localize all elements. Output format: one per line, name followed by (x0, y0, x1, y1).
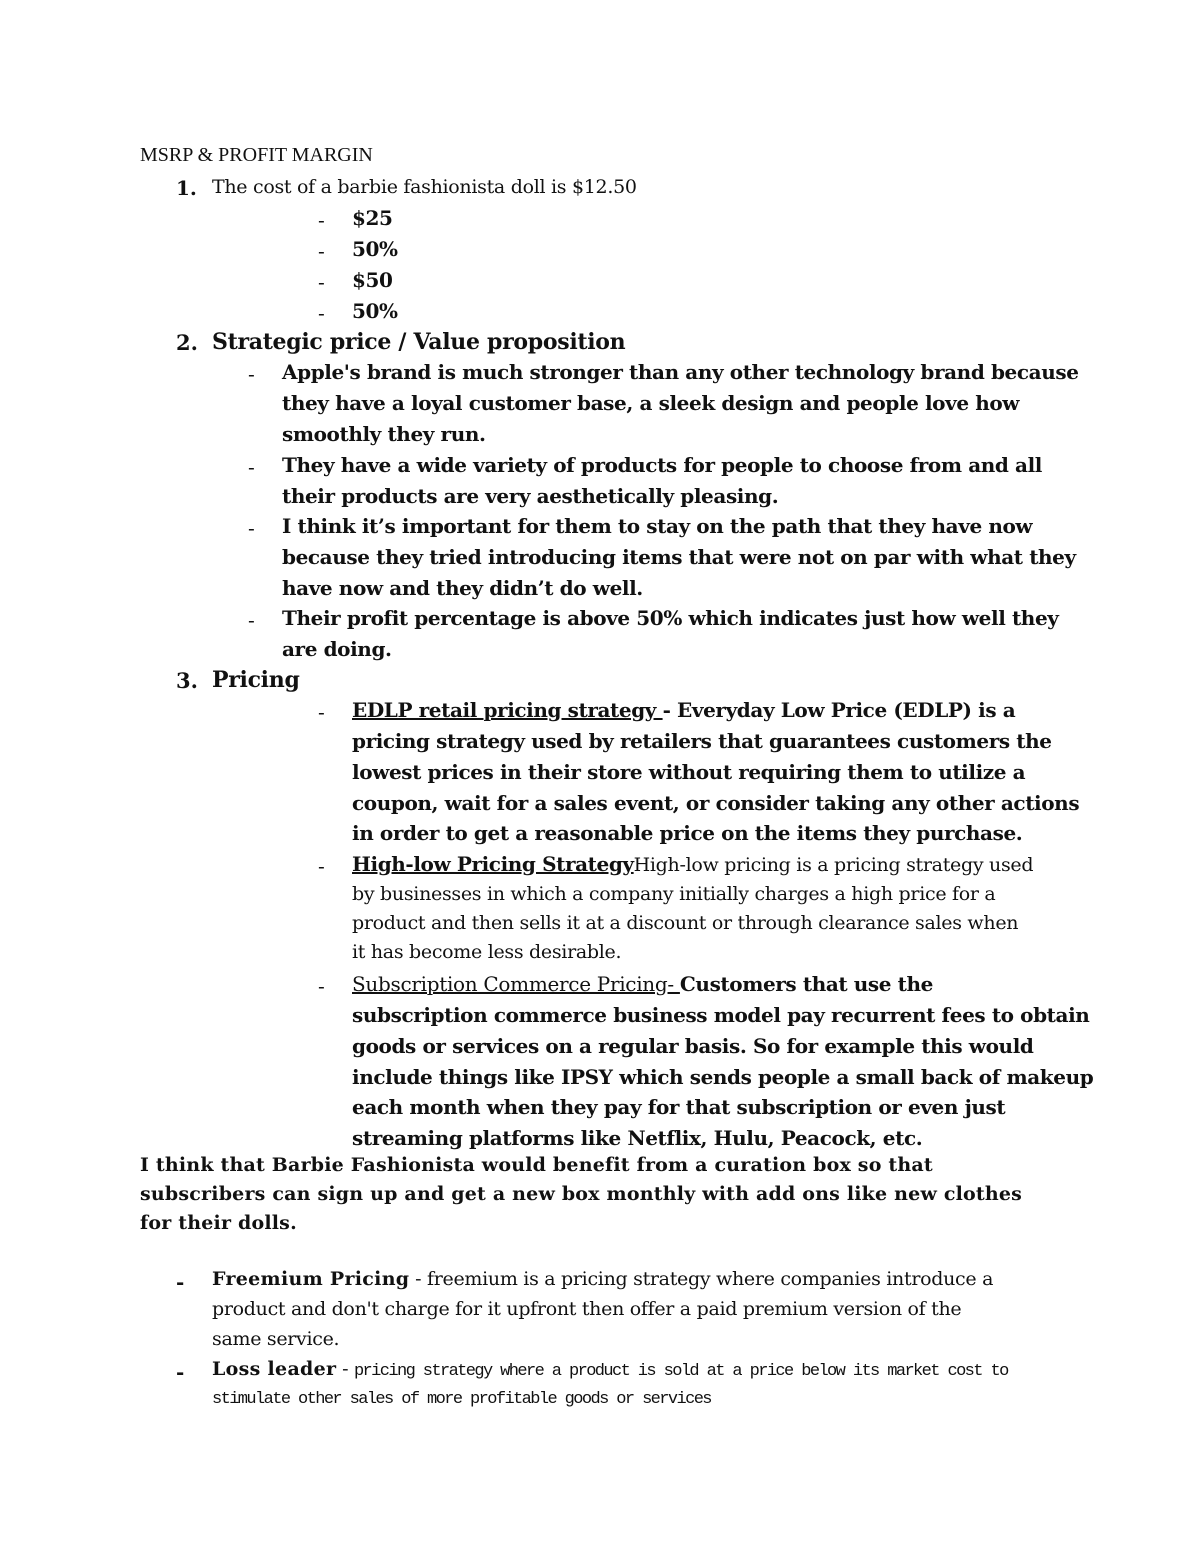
bullet-dash: - (318, 270, 325, 294)
subscription-line: each month when they pay for that subscription or even just (352, 1095, 1006, 1119)
edlp-first-line (352, 698, 1015, 722)
loss-leader-first-line (212, 1358, 1008, 1381)
subscription-definition-start: Customers that use the (679, 972, 933, 996)
bullet-line: smoothly they run. (282, 422, 486, 446)
bullet-line: They have a wide variety of products for people to choose from and all (282, 453, 1042, 477)
bullet-line: Apple's brand is much stronger than any other technology brand because (282, 360, 1079, 384)
edlp-line: lowest prices in their store without requiring them to utilize a (352, 760, 1026, 784)
bullet-dash: - (248, 362, 255, 386)
bullet-dash: - (248, 516, 255, 540)
freemium-definition-start: freemium is a pricing strategy where companies introduce a (427, 1268, 994, 1290)
bullet-line: I think it’s important for them to stay on the path that they have now (282, 514, 1033, 538)
freemium-first-line (212, 1268, 993, 1290)
section-2-number: 2. (176, 330, 198, 355)
loss-leader-term: Loss leader (212, 1358, 337, 1380)
loss-leader-definition-start: pricing strategy where a product is sold at a price below its market cost to (353, 1362, 1008, 1381)
bullet-dash: - (318, 239, 325, 263)
bullet-dash: - (176, 1270, 185, 1294)
highlow-term: High-low Pricing Strategy (352, 852, 634, 876)
freemium-line: product and don't charge for it upfront then offer a paid premium version of the (212, 1298, 962, 1320)
highlow-line: it has become less desirable. (352, 941, 622, 963)
bullet-line: they have a loyal customer base, a sleek design and people love how (282, 391, 1020, 415)
edlp-line: pricing strategy used by retailers that guarantees customers the (352, 729, 1052, 753)
highlow-line: product and then sells it at a discount or through clearance sales when (352, 912, 1019, 934)
conclusion-line: subscribers can sign up and get a new box monthly with add ons like new clothes (140, 1183, 1023, 1205)
bullet-dash: - (318, 854, 325, 878)
section-1-item: $50 (352, 268, 393, 292)
bullet-dash: - (176, 1360, 185, 1384)
highlow-first-line (352, 852, 1033, 876)
highlow-definition-start: High-low pricing is a pricing strategy used (633, 854, 1034, 876)
edlp-line: in order to get a reasonable price on the items they purchase. (352, 821, 1023, 845)
subscription-line: subscription commerce business model pay recurrent fees to obtain (352, 1003, 1090, 1027)
subscription-line: streaming platforms like Netflix, Hulu, Peacock, etc. (352, 1126, 923, 1150)
highlow-line: by businesses in which a company initially charges a high price for a (352, 883, 996, 905)
conclusion-line: I think that Barbie Fashionista would benefit from a curation box so that (140, 1154, 933, 1176)
section-3-number: 3. (176, 668, 198, 693)
freemium-separator: - (409, 1268, 428, 1290)
bullet-line: Their profit percentage is above 50% which indicates just how well they (282, 606, 1059, 630)
section-1-item: 50% (352, 237, 398, 261)
edlp-term: EDLP retail pricing strategy (352, 698, 663, 722)
loss-leader-line: stimulate other sales of more profitable goods or services (212, 1390, 711, 1409)
bullet-line: because they tried introducing items that were not on par with what they (282, 545, 1076, 569)
bullet-dash: - (318, 700, 325, 724)
page-title: MSRP & PROFIT MARGIN (140, 144, 373, 166)
freemium-term: Freemium Pricing (212, 1268, 410, 1290)
section-2-heading: Strategic price / Value proposition (212, 329, 626, 355)
bullet-dash: - (318, 301, 325, 325)
bullet-dash: - (248, 608, 255, 632)
section-1-number: 1. (176, 176, 197, 200)
bullet-dash: - (318, 974, 325, 998)
edlp-line: coupon, wait for a sales event, or consider taking any other actions (352, 791, 1080, 815)
section-1-item: $25 (352, 206, 393, 230)
edlp-definition-start: Everyday Low Price (EDLP) is a (677, 698, 1016, 722)
loss-leader-separator: - (336, 1358, 354, 1380)
section-3-heading: Pricing (212, 667, 300, 693)
bullet-dash: - (248, 455, 255, 479)
section-1-item: 50% (352, 299, 398, 323)
bullet-line: their products are very aesthetically pleasing. (282, 484, 779, 508)
bullet-line: have now and they didn’t do well. (282, 576, 643, 600)
subscription-first-line (352, 972, 933, 996)
subscription-line: goods or services on a regular basis. So for example this would (352, 1034, 1034, 1058)
edlp-separator: - (662, 698, 678, 722)
freemium-line: same service. (212, 1328, 340, 1350)
conclusion-line: for their dolls. (140, 1212, 297, 1234)
subscription-line: include things like IPSY which sends people a small back of makeup (352, 1065, 1094, 1089)
subscription-term: Subscription Commerce Pricing- (352, 972, 680, 996)
section-1-text: The cost of a barbie fashionista doll is $12.50 (212, 176, 637, 198)
bullet-dash: - (318, 208, 325, 232)
bullet-line: are doing. (282, 637, 392, 661)
